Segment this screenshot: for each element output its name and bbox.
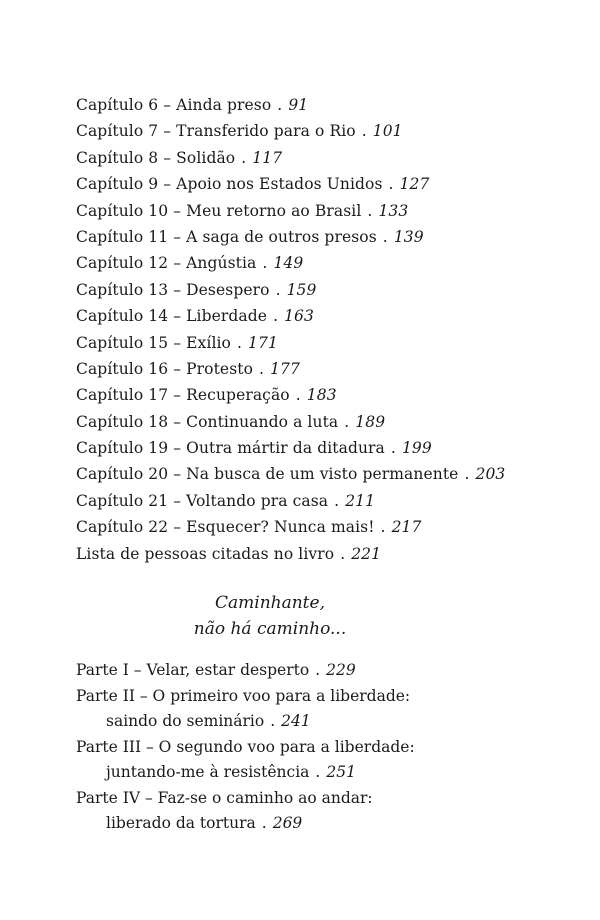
toc-separator: . [367,201,373,220]
toc-separator: . [382,227,388,246]
section-heading [0,590,540,642]
part-title-line: Parte IV – Faz-se o caminho ao andar: [76,788,373,807]
toc-entry [76,277,576,303]
part-separator: . [270,712,276,730]
toc-entry [76,382,576,408]
toc-page-number: 127 [399,175,430,194]
part-entry [76,658,576,684]
toc-separator: . [275,280,281,299]
toc-entry [76,330,576,356]
toc-entry [76,488,576,514]
part-entry [76,684,576,735]
section-heading-line: Caminhante, [215,593,325,613]
toc-page-number: 189 [355,412,386,431]
toc-entry [76,250,576,276]
toc-title: Capítulo 6 – Ainda preso [76,96,272,114]
toc-entry [76,356,576,382]
part-title-line [76,658,576,684]
toc-page-number: 133 [378,201,409,220]
toc-title: Capítulo 15 – Exílio [76,333,231,352]
table-of-contents [76,92,576,567]
toc-page-number: 171 [248,333,278,352]
part-title-line: Parte II – O primeiro voo para a liberdade: [76,686,411,705]
toc-title: Capítulo 22 – Esquecer? Nunca mais! [76,518,375,537]
part-entry [76,786,576,837]
toc-page-number: 203 [475,465,506,484]
part-subtitle: juntando-me à resistência [106,763,310,781]
part-separator: . [315,763,321,781]
part-subtitle-line [76,709,576,735]
toc-title: Capítulo 7 – Transferido para o Rio [76,122,356,141]
toc-separator: . [464,465,470,484]
toc-page-number: 91 [288,96,309,114]
toc-page-number: 183 [306,386,337,405]
toc-separator: . [273,307,279,326]
toc-entry [76,303,576,329]
toc-title: Capítulo 12 – Angústia [76,254,257,273]
toc-page-number: 139 [393,227,424,246]
toc-entry [76,514,576,540]
toc-separator: . [380,518,386,537]
toc-entry [76,435,576,461]
toc-separator: . [340,544,346,563]
toc-page-number: 221 [351,544,382,563]
toc-page-number: 117 [252,148,283,167]
toc-separator: . [241,148,247,167]
part-page-number: 229 [326,661,356,679]
toc-title: Capítulo 10 – Meu retorno ao Brasil [76,201,362,220]
toc-title: Capítulo 19 – Outra mártir da ditadura [76,439,385,458]
toc-entry [76,461,576,487]
toc-title: Capítulo 14 – Liberdade [76,307,268,326]
toc-title: Capítulo 20 – Na busca de um visto permanente [76,465,459,484]
toc-separator: . [388,175,394,194]
toc-separator: . [390,439,396,458]
toc-title: Capítulo 13 – Desespero [76,280,270,299]
toc-separator: . [344,412,350,431]
toc-entry [76,198,576,224]
toc-page-number: 149 [273,254,304,273]
part-title-line: Parte III – O segundo voo para a liberdade: [76,737,415,756]
toc-entry [76,171,576,197]
part-page-number: 251 [326,763,356,781]
part-subtitle-line [76,811,576,837]
toc-title: Capítulo 11 – A saga de outros presos [76,227,377,246]
part-title: Parte I – Velar, estar desperto [76,661,310,679]
toc-page-number: 101 [372,122,403,141]
toc-title: Lista de pessoas citadas no livro [76,544,335,563]
toc-entry [76,409,576,435]
toc-entry [76,224,576,250]
toc-page-number: 199 [401,439,432,458]
toc-separator: . [361,122,367,141]
toc-entry [76,118,576,144]
part-separator: . [315,661,321,679]
parts-list [76,658,576,837]
toc-entry [76,145,576,171]
toc-title: Capítulo 17 – Recuperação [76,386,290,405]
toc-title: Capítulo 8 – Solidão [76,148,236,167]
section-heading-line: não há caminho... [193,619,347,639]
toc-entry [76,92,576,118]
toc-title: Capítulo 16 – Protesto [76,359,254,378]
toc-page-number: 217 [391,518,422,537]
toc-page-number: 211 [345,491,376,510]
toc-separator: . [277,96,283,114]
part-page-number: 269 [272,814,303,832]
toc-separator: . [262,254,268,273]
part-subtitle-line [76,760,576,786]
toc-page-number: 159 [286,280,317,299]
toc-separator: . [237,333,243,352]
toc-entry [76,541,576,567]
toc-separator: . [259,359,265,378]
toc-separator: . [334,491,340,510]
toc-title: Capítulo 21 – Voltando pra casa [76,491,329,510]
toc-title: Capítulo 9 – Apoio nos Estados Unidos [76,175,383,194]
part-page-number: 241 [281,712,311,730]
part-subtitle: liberado da tortura [106,814,256,832]
toc-separator: . [295,386,301,405]
toc-page-number: 163 [284,307,314,326]
toc-page-number: 177 [270,359,300,378]
toc-title: Capítulo 18 – Continuando a luta [76,412,339,431]
part-subtitle: saindo do seminário [106,712,265,730]
part-separator: . [261,814,267,832]
part-entry [76,735,576,786]
